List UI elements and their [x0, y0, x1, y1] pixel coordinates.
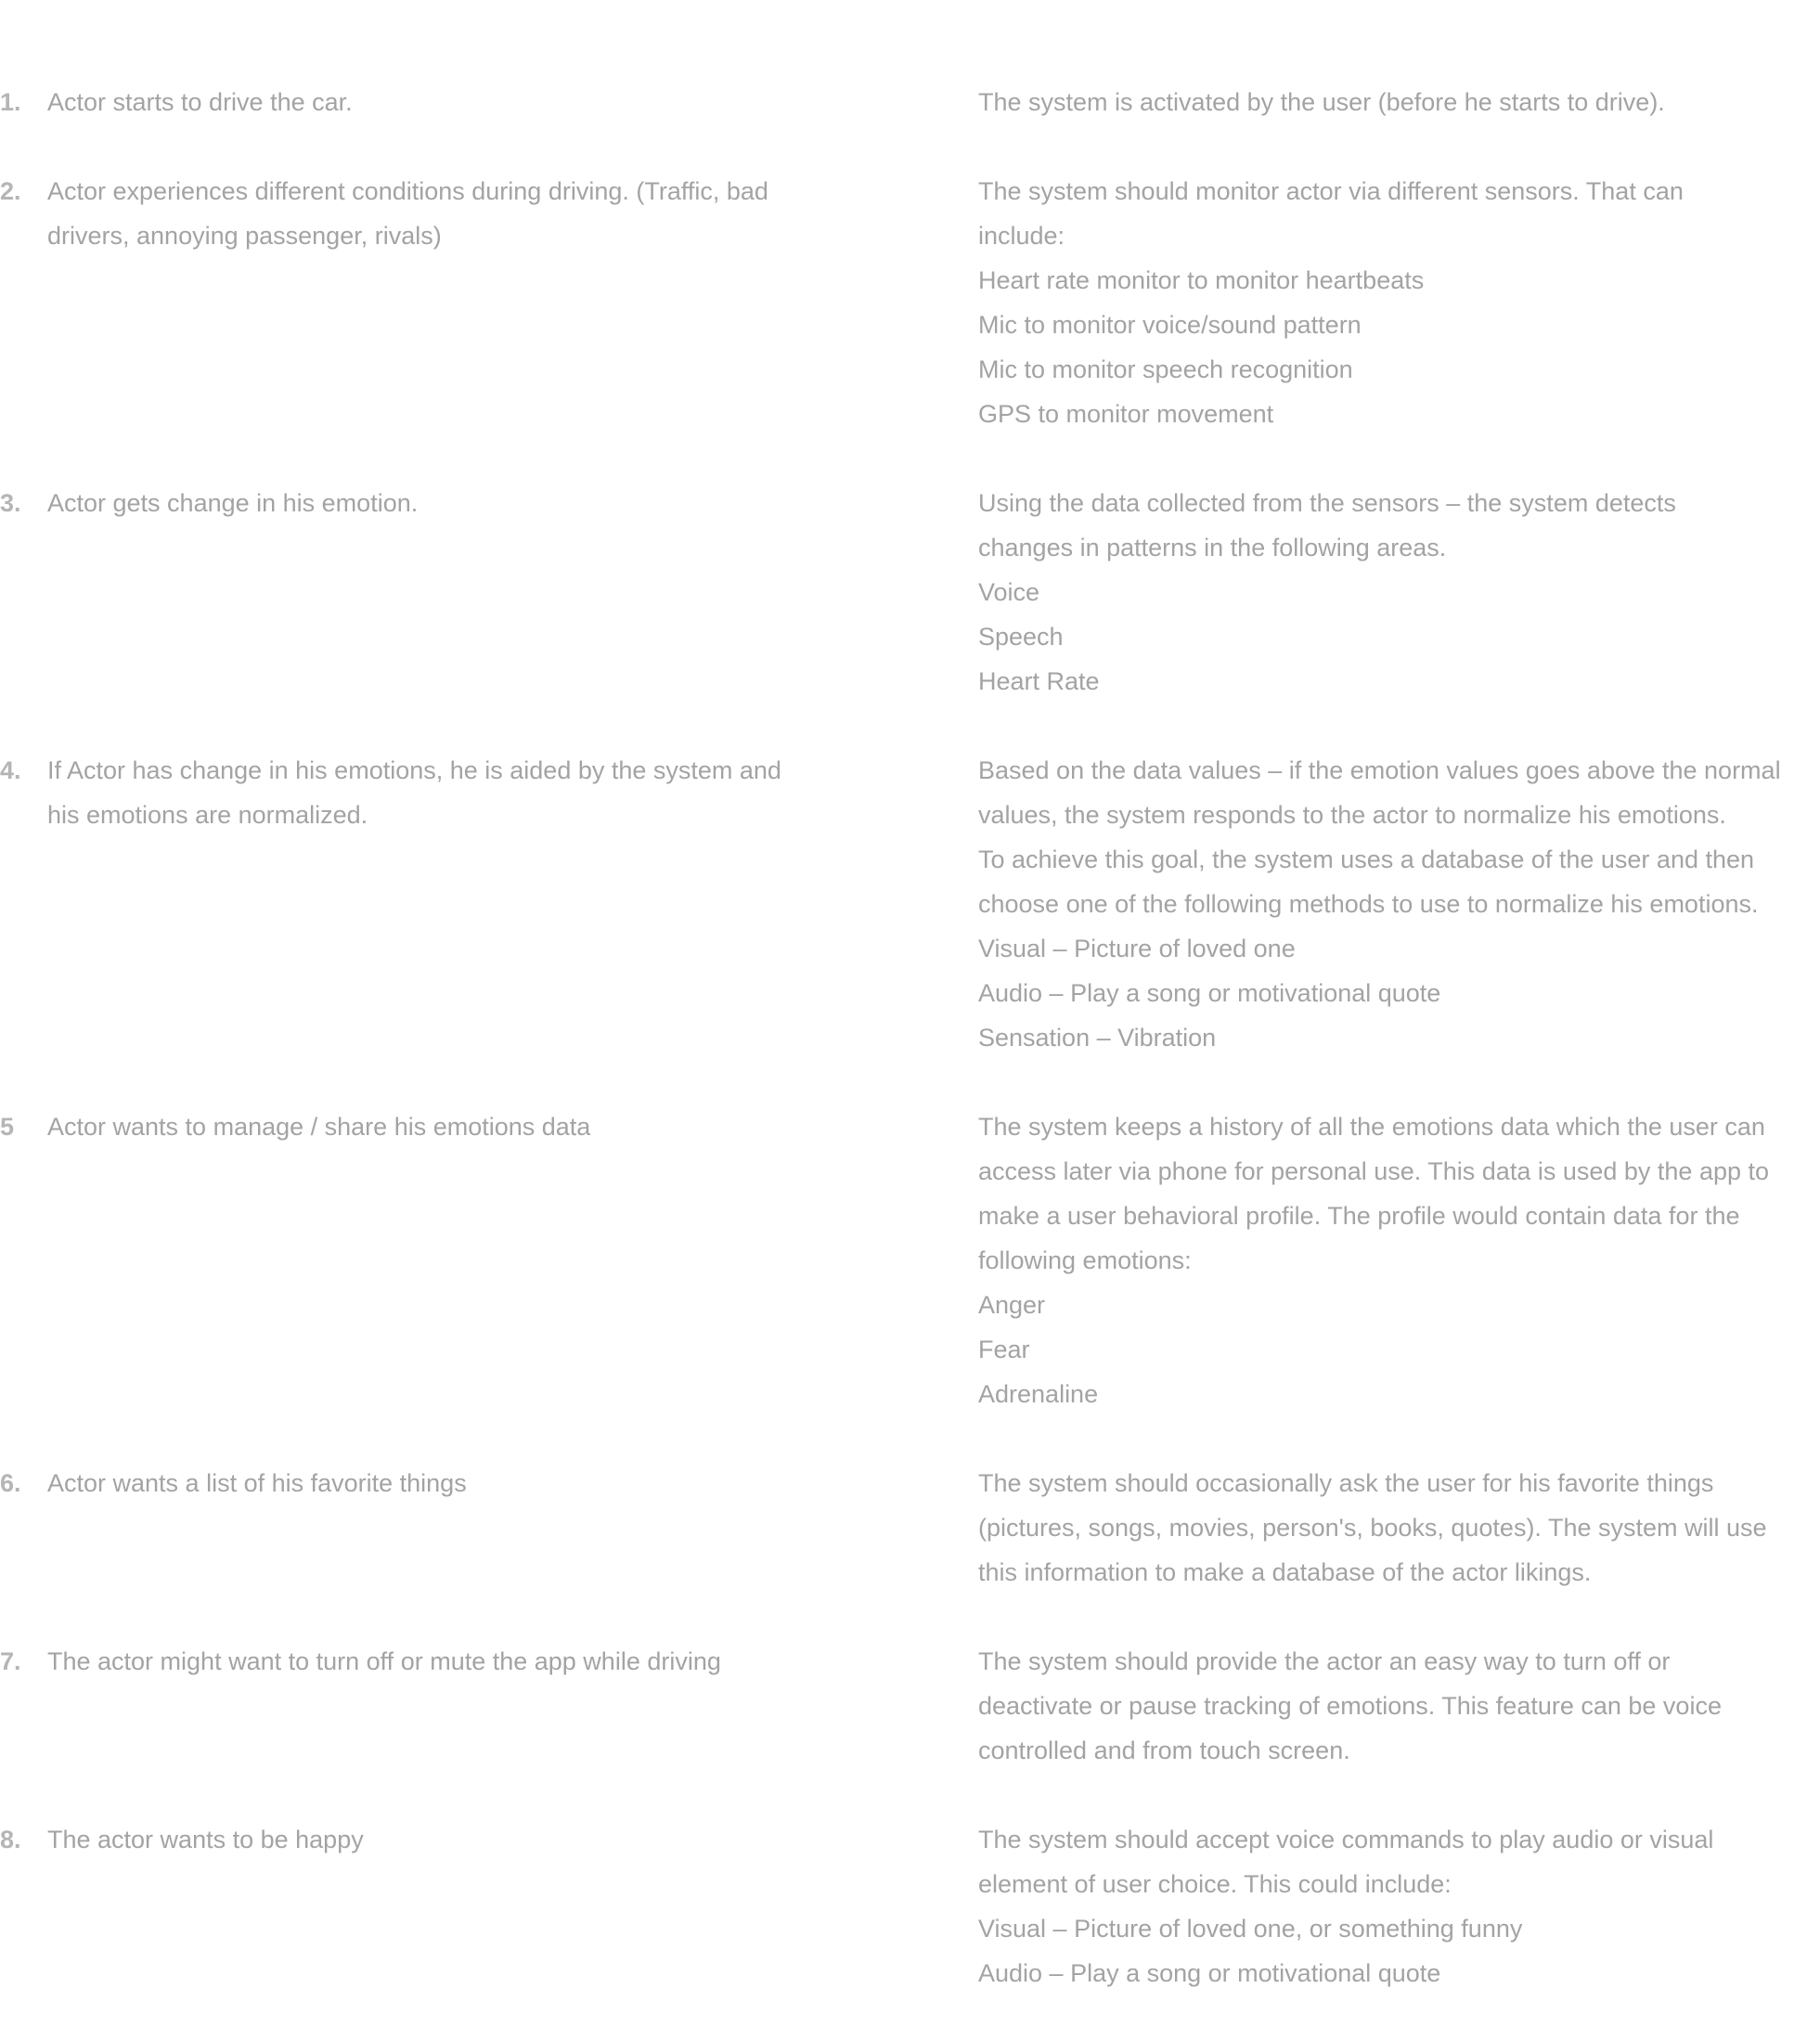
- actor-action-line: drivers, annoying passenger, rivals): [47, 222, 442, 250]
- system-response-line: values, the system responds to the actor to normalize his emotions.: [978, 801, 1726, 829]
- actor-action: [47, 169, 845, 436]
- actor-action: [47, 1817, 845, 1995]
- actor-action-line: The actor wants to be happy: [47, 1826, 364, 1853]
- system-response-line: The system should accept voice commands to play audio or visual: [978, 1826, 1714, 1853]
- system-response-line: The system is activated by the user (before he starts to drive).: [978, 88, 1665, 116]
- actor-action-line: Actor gets change in his emotion.: [47, 489, 419, 517]
- actor-action-line: If Actor has change in his emotions, he is aided by the system and: [47, 756, 781, 784]
- step-number: 8.: [0, 1826, 21, 1853]
- step-number: 4.: [0, 756, 21, 784]
- actor-action-line: The actor might want to turn off or mute the app while driving: [47, 1647, 721, 1675]
- actor-action-line: Actor wants to manage / share his emotions data: [47, 1113, 591, 1141]
- actor-action: [47, 1639, 845, 1773]
- actor-action-line: Actor experiences different conditions during driving. (Traffic, bad: [47, 177, 768, 205]
- system-response-line: Heart rate monitor to monitor heartbeats: [978, 266, 1425, 294]
- system-response-line: Heart Rate: [978, 667, 1100, 695]
- system-response-line: access later via phone for personal use. This data is used by the app to: [978, 1157, 1770, 1185]
- actor-action: [47, 80, 845, 124]
- use-case-row: [0, 80, 1820, 124]
- system-response: [978, 1639, 1820, 1773]
- use-case-row: [0, 748, 1820, 1060]
- use-case-row: [0, 1461, 1820, 1595]
- system-response: [978, 80, 1820, 124]
- system-response-line: controlled and from touch screen.: [978, 1737, 1350, 1764]
- system-response: [978, 169, 1820, 436]
- system-response: [978, 1817, 1820, 1995]
- step-number: 7.: [0, 1647, 21, 1675]
- use-case-table: [0, 80, 1820, 2040]
- system-response-line: Voice: [978, 578, 1040, 606]
- system-response-line: following emotions:: [978, 1246, 1192, 1274]
- system-response-line: Adrenaline: [978, 1380, 1099, 1408]
- system-response-line: changes in patterns in the following areas.: [978, 534, 1447, 562]
- step-number: 2.: [0, 177, 21, 205]
- system-response-line: deactivate or pause tracking of emotions. This feature can be voice: [978, 1692, 1722, 1720]
- use-case-row: [0, 1104, 1820, 1416]
- system-response-line: Mic to monitor speech recognition: [978, 355, 1353, 383]
- actor-action-line: Actor wants a list of his favorite things: [47, 1469, 467, 1497]
- system-response-line: Visual – Picture of loved one: [978, 935, 1296, 962]
- system-response-line: GPS to monitor movement: [978, 400, 1274, 428]
- actor-action: [47, 1104, 845, 1416]
- use-case-row: [0, 1817, 1820, 1995]
- system-response: [978, 748, 1820, 1060]
- system-response: [978, 1461, 1820, 1595]
- system-response-line: element of user choice. This could include:: [978, 1870, 1452, 1898]
- system-response-line: (pictures, songs, movies, person's, books, quotes). The system will use: [978, 1514, 1767, 1542]
- use-case-row: [0, 1639, 1820, 1773]
- system-response-line: The system should occasionally ask the user for his favorite things: [978, 1469, 1714, 1497]
- step-number: 5: [0, 1113, 15, 1141]
- system-response-line: this information to make a database of the actor likings.: [978, 1558, 1592, 1586]
- system-response-line: Speech: [978, 623, 1064, 651]
- system-response-line: Audio – Play a song or motivational quote: [978, 1959, 1441, 1987]
- system-response-line: The system keeps a history of all the emotions data which the user can: [978, 1113, 1765, 1141]
- system-response: [978, 481, 1820, 704]
- step-number: 6.: [0, 1469, 21, 1497]
- system-response-line: Sensation – Vibration: [978, 1024, 1217, 1052]
- system-response: [978, 1104, 1820, 1416]
- use-case-row: [0, 169, 1820, 436]
- system-response-line: The system should monitor actor via different sensors. That can: [978, 177, 1684, 205]
- system-response-line: Audio – Play a song or motivational quote: [978, 979, 1441, 1007]
- actor-action-line: Actor starts to drive the car.: [47, 88, 353, 116]
- actor-action: [47, 1461, 845, 1595]
- system-response-line: Anger: [978, 1291, 1046, 1319]
- actor-action: [47, 748, 845, 1060]
- system-response-line: Fear: [978, 1336, 1030, 1363]
- actor-action-line: his emotions are normalized.: [47, 801, 368, 829]
- system-response-line: include:: [978, 222, 1065, 250]
- system-response-line: Using the data collected from the sensors – the system detects: [978, 489, 1676, 517]
- step-number: 3.: [0, 489, 21, 517]
- system-response-line: choose one of the following methods to use to normalize his emotions.: [978, 890, 1759, 918]
- step-number: 1.: [0, 88, 21, 116]
- system-response-line: Mic to monitor voice/sound pattern: [978, 311, 1362, 339]
- system-response-line: To achieve this goal, the system uses a database of the user and then: [978, 846, 1755, 873]
- system-response-line: Based on the data values – if the emotion values goes above the normal: [978, 756, 1781, 784]
- use-case-row: [0, 481, 1820, 704]
- actor-action: [47, 481, 845, 704]
- system-response-line: Visual – Picture of loved one, or something funny: [978, 1915, 1523, 1943]
- system-response-line: The system should provide the actor an easy way to turn off or: [978, 1647, 1671, 1675]
- system-response-line: make a user behavioral profile. The profile would contain data for the: [978, 1202, 1740, 1230]
